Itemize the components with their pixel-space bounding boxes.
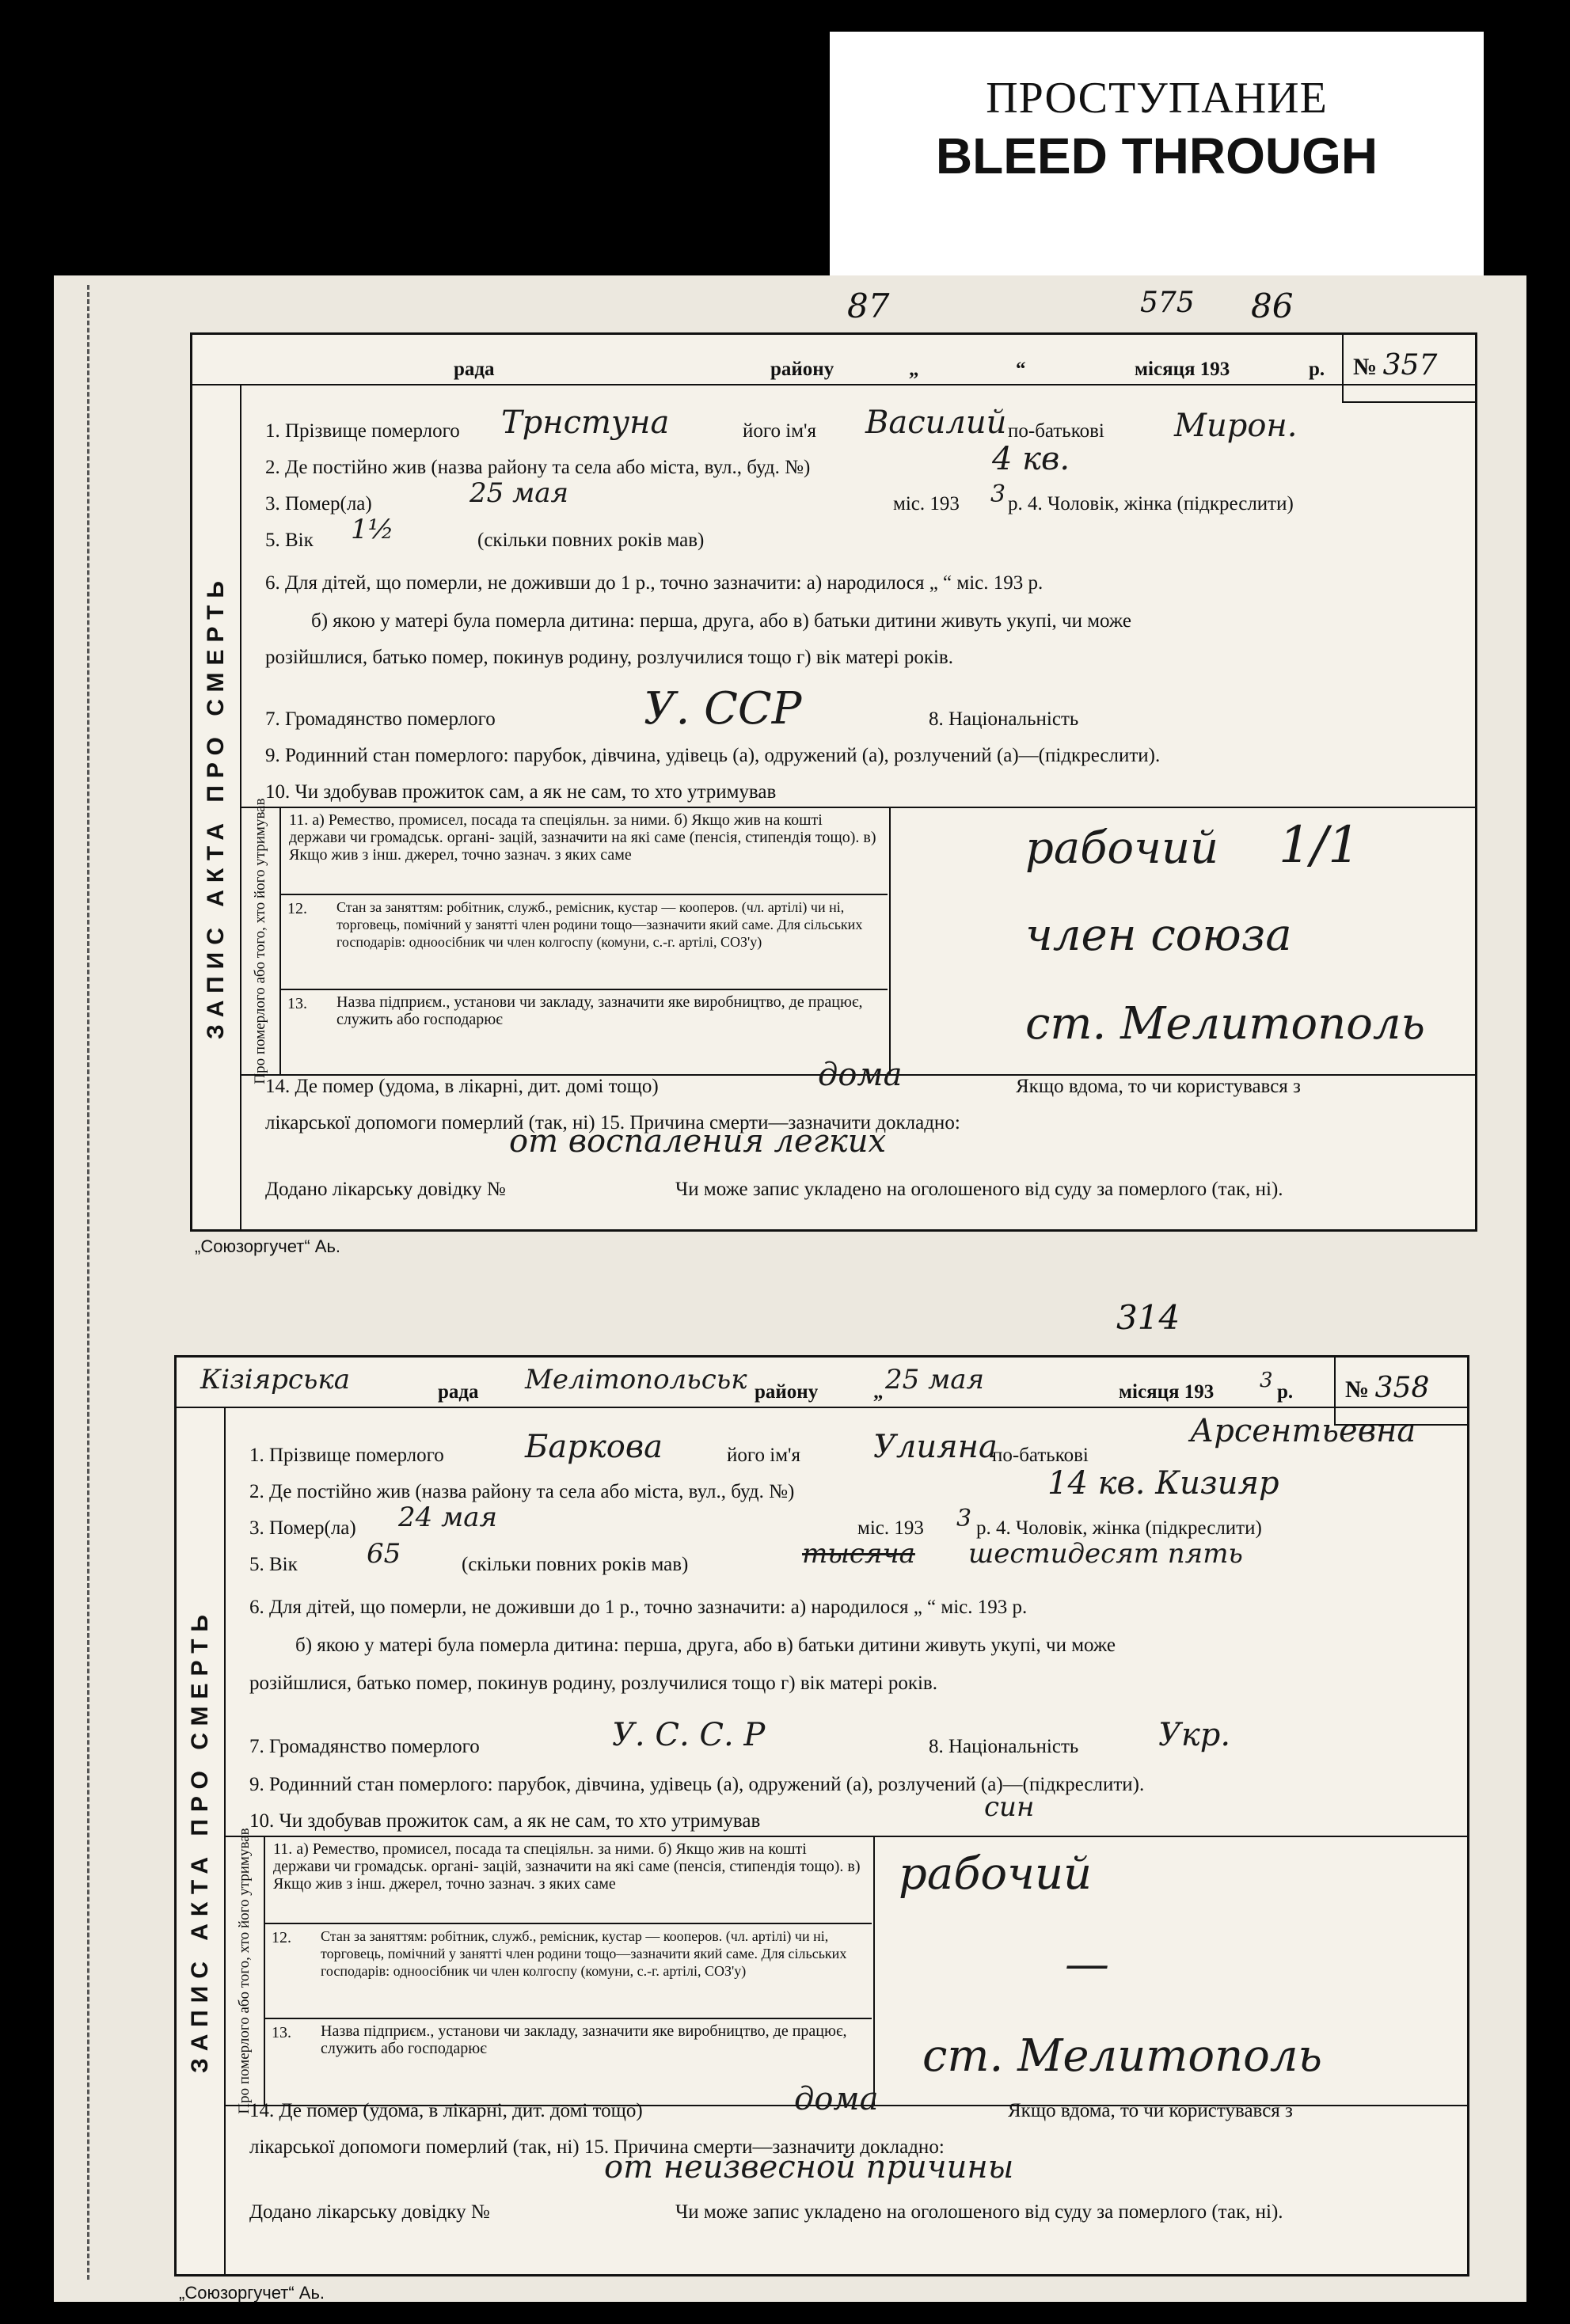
archive-mark-c: 86 [1251,287,1294,325]
rada-label: рада [438,1381,479,1403]
age-value: 65 [367,1538,401,1570]
citizenship-value: У. С. С. Р [612,1717,766,1753]
field-child-line-c: розійшлися, батько помер, покинув родину, розлучилися тощо г) вік матері років. [249,1673,937,1694]
month-label: місяця 193 [1135,359,1230,380]
field-nationality-label: 8. Національність [929,708,1079,730]
age-words-value: шестидесят пять [968,1538,1243,1570]
died-year-value: 3 [990,480,1006,508]
field-died-label: 3. Помер(ла) [249,1517,356,1539]
place-value: дома [794,2081,879,2117]
died-value: 25 мая [469,477,569,509]
number-label: № [1353,354,1378,380]
occupation-side-label: Про померлого або того, хто його утримував [252,798,268,1084]
year-value: 3 [1260,1369,1273,1392]
court-label: Чи може запис укладено на оголошеного від суду за померлого (так, ні). [675,1179,1283,1200]
field-certificate-label: Додано лікарську довідку № [249,2201,490,2223]
archive-mark-a: 87 [847,287,890,325]
workplace-value: ст. Мелитополь [1025,998,1426,1050]
rada-label: рада [454,359,495,380]
status-value: член союза [1025,909,1292,961]
occupation-section-13 [279,990,888,1074]
field-age-label: 5. Вік [265,530,314,551]
occupation-value: рабочий [1025,822,1219,874]
number-label: № [1345,1377,1370,1403]
age-value: 1½ [351,514,394,545]
field-residence-label: 2. Де постійно жив (назва району та села або міста, вул., буд. №) [265,457,811,478]
field-cause-label: лікарської допомоги померлий (так, ні) 15. Причина смерти—зазначити докладно: [265,1112,960,1134]
side-title: ЗАПИС АКТА ПРО СМЕРТЬ [203,574,229,1039]
supporter-value: син [984,1791,1035,1823]
field-marital-label: 9. Родинний стан померлого: парубок, дівчина, удівець (а), одружений (а), розлучений (а)—(підкреслити). [249,1774,1145,1795]
record-number: 357 [1382,349,1438,382]
field-citizenship-label: 7. Громадянство померлого [249,1736,480,1757]
field-child-line-b: б) якою у матері була померла дитина: перша, друга, або в) батьки дитини живуть укупі, чи може [311,610,1131,632]
field-child-line-a: 6. Для дітей, що померли, не доживши до 1 р., точно зазначити: а) народилося „ “ міс. 193 р. [249,1597,1028,1618]
record-number-box [1342,335,1475,403]
status-value: — [1065,1939,1109,1990]
bleed-label-en: BLEED THROUGH [935,127,1378,184]
home-help-label: Якщо вдома, то чи користувався з [1016,1076,1301,1097]
occupation-12-text: Стан за заняттям: робітник, служб., ремісник, кустар — кооперов. (чл. артілі) чи ні, торговець, помічний у занятті член родини тощо—зазначити який саме. Для сільських господарів: одноосібник чи член колгоспу (комуни, с.-г. артілі, СОЗ'у) [336,899,863,950]
residence-value: 4 кв. [992,441,1070,477]
field-place-label: 14. Де помер (удома, в лікарні, дит. домі тощо) [249,2100,643,2121]
open-quote: „ [909,359,919,380]
footer-2: „Союзоргучет“ Аь. [179,2283,325,2303]
close-quote: “ [1016,359,1026,380]
field-child-line-c: розійшлися, батько помер, покинув родину, розлучилися тощо г) вік матері років. [265,647,953,668]
perforation-line [87,285,89,2280]
field-surname-label: 1. Прізвище померлого [249,1445,444,1466]
occupation-13-num: 13. [272,2024,291,2041]
record-number: 358 [1374,1372,1430,1404]
bleed-through-label [830,32,1484,282]
surname-value: Трнстуна [501,404,670,441]
occupation-section-11 [279,808,888,895]
footer-1: „Союзоргучет“ Аь. [195,1236,341,1256]
occupation-side-label: Про померлого або того, хто його утримував [236,1828,253,2114]
occupation-13-text: Назва підприєм., установи чи закладу, зазначити яке виробництво, де працює, служить або господарює [336,993,863,1028]
place-value: дома [818,1057,903,1093]
archive-mark-d: 314 [1116,1298,1180,1337]
side-title-strip [192,384,241,1229]
year-r-label: р. [1277,1381,1294,1403]
occupation-12-num: 12. [272,1929,291,1946]
occupation-side-col [226,1828,265,2114]
died-year-label: міс. 193 [893,493,960,515]
residence-value: 14 кв. Кизияр [1047,1465,1279,1502]
field-age-label: 5. Вік [249,1554,298,1575]
field-name-label: його ім'я [727,1445,801,1466]
age-struck-value: тысяча [802,1538,915,1570]
field-supporter-label: 10. Чи здобував прожиток сам, а як не сам, то хто утримував [249,1810,761,1832]
field-marital-label: 9. Родинний стан померлого: парубок, дівчина, удівець (а), одружений (а), розлучений (а)—(підкреслити). [265,745,1161,766]
occupation-section-13 [264,2019,872,2105]
died-value: 24 мая [398,1502,498,1533]
header-rule [192,384,1475,385]
occupation-block [240,798,1477,1084]
field-name-label: його ім'я [743,420,817,442]
home-help-label: Якщо вдома, то чи користувався з [1008,2100,1293,2121]
nationality-value: Укр. [1158,1717,1231,1753]
archive-mark-b: 575 [1140,287,1195,319]
raion-label: району [770,359,834,380]
surname-value: Баркова [525,1429,663,1465]
open-quote: „ [873,1381,884,1403]
sex-label: р. 4. Чоловік, жінка (підкреслити) [1008,493,1294,515]
field-citizenship-label: 7. Громадянство померлого [265,708,496,730]
bleed-label-ru: ПРОСТУПАНИЕ [986,74,1328,123]
cause-value: от неизвесной причины [604,2149,1014,2185]
field-nationality-label: 8. Національність [929,1736,1079,1757]
citizenship-value: У. ССР [644,683,802,735]
occupation-11-text: 11. а) Ремество, промисел, посада та спеціяльн. за ними. б) Якщо жив на коштi держави чи громадськ. органі- зацій, зазначити на які саме (пенсія, стипендія тощо). в) Якщо жив з інш. джерел, точно зазнач. з яких саме [273,1840,861,1893]
occupation-answer-divider [873,1837,875,2105]
side-title-strip [177,1407,226,2274]
occupation-13-text: Назва підприєм., установи чи закладу, зазначити яке виробництво, де працює, служить або господарює [321,2022,847,2057]
occupation-12-text: Стан за заняттям: робітник, служб., ремісник, кустар — кооперов. (чл. артілі) чи ні, торговець, помічний у занятті член родини тощо—зазначити який саме. Для сільських господарів: одноосібник чи член колгоспу (комуни, с.-г. артілі, СОЗ'у) [321,1928,847,1979]
side-title: ЗАПИС АКТА ПРО СМЕРТЬ [187,1608,213,2073]
death-record-card-1 [190,332,1477,1232]
died-year-label: міс. 193 [857,1517,924,1539]
rada-value: Кізіярська [200,1364,351,1396]
age-note: (скільки повних років мав) [462,1554,689,1575]
raion-label: району [755,1381,819,1403]
raion-value: Мелітопольськ [525,1364,747,1396]
occupation-section-12 [264,1924,872,2019]
date-value: 25 мая [885,1364,985,1396]
occupation-value: рабочий [899,1848,1093,1900]
name-value: Василий [865,404,1007,441]
death-record-card-2 [174,1355,1469,2277]
field-place-label: 14. Де помер (удома, в лікарні, дит. домі тощо) [265,1076,659,1097]
age-note: (скільки повних років мав) [477,530,705,551]
occupation-side-col [241,798,281,1084]
patronymic-value: Арсентьевна [1190,1413,1416,1449]
field-supporter-label: 10. Чи здобував прожиток сам, а як не сам, то хто утримував [265,781,777,803]
workplace-value: ст. Мелитополь [922,2030,1323,2082]
patronymic-value: Мирон. [1174,408,1298,444]
sex-label: р. 4. Чоловік, жінка (підкреслити) [976,1517,1262,1539]
field-child-line-a: 6. Для дітей, що померли, не доживши до 1 р., точно зазначити: а) народилося „ “ міс. 193 р. [265,572,1043,594]
died-year-value: 3 [956,1505,972,1532]
occupation-section-11 [264,1837,872,1924]
occupation-mark: 1/1 [1279,816,1360,875]
field-surname-label: 1. Прізвище померлого [265,420,460,442]
header-rule [177,1407,1467,1408]
occupation-12-num: 12. [287,900,307,917]
occupation-answer-divider [889,808,891,1074]
cause-value: от воспаления легких [509,1123,887,1160]
month-label: місяця 193 [1119,1381,1215,1403]
occupation-11-text: 11. а) Ремество, промисел, посада та спеціяльн. за ними. б) Якщо жив на коштi держави чи громадськ. органі- зацій, зазначити на які саме (пенсія, стипендія тощо). в) Якщо жив з інш. джерел, точно зазнач. з яких саме [289,811,876,864]
field-residence-label: 2. Де постійно жив (назва району та села або міста, вул., буд. №) [249,1481,795,1502]
name-value: Улияна [873,1429,998,1465]
field-certificate-label: Додано лікарську довідку № [265,1179,506,1200]
court-label: Чи може запис укладено на оголошеного від суду за померлого (так, ні). [675,2201,1283,2223]
field-child-line-b: б) якою у матері була померла дитина: перша, друга, або в) батьки дитини живуть укупі, чи може [295,1635,1116,1656]
occupation-13-num: 13. [287,995,307,1012]
field-patronymic-label: по-батькові [992,1445,1089,1466]
field-patronymic-label: по-батькові [1008,420,1104,442]
field-died-label: 3. Помер(ла) [265,493,372,515]
field-cause-label: лікарської допомоги померлий (так, ні) 15. Причина смерти—зазначити докладно: [249,2136,945,2158]
year-r-label: р. [1309,359,1325,380]
occupation-section-12 [279,895,888,990]
